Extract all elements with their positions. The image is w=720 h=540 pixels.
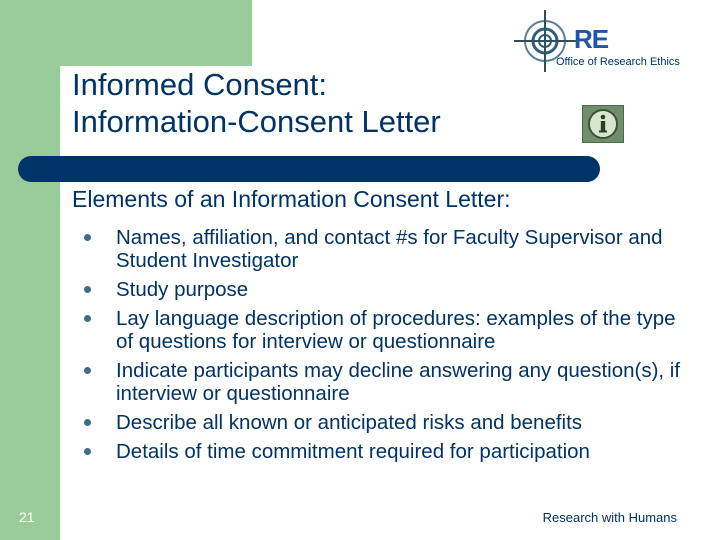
bullet-item: [84, 226, 694, 272]
logo-letters: RE: [574, 24, 609, 54]
bullet-text: Describe all known or anticipated risks and benefits: [116, 411, 583, 434]
bullet-icon: [84, 448, 91, 455]
page-number: 21: [19, 509, 35, 525]
section-heading: Elements of an Information Consent Letter:: [72, 186, 511, 212]
bullet-icon: [84, 419, 91, 426]
bullet-item: [84, 411, 694, 434]
bullet-icon: [84, 286, 91, 293]
bullet-list: [84, 226, 694, 469]
logo-caption: Office of Research Ethics: [556, 56, 680, 68]
bullet-text: Details of time commitment required for participation: [116, 440, 590, 463]
office-of-research-ethics-logo: [512, 8, 687, 74]
bullet-text: Names, affiliation, and contact #s for Faculty Supervisor and Student Investigator: [116, 226, 663, 272]
bullet-text: Lay language description of procedures: examples of the type of questions for interview or questionnaire: [116, 307, 676, 353]
slide-title-line-2: Information-Consent Letter: [72, 104, 441, 139]
footer-text: Research with Humans: [542, 510, 677, 525]
bullet-item: [84, 307, 694, 353]
info-icon[interactable]: [582, 105, 624, 143]
top-green-band: [60, 0, 252, 66]
bullet-item: [84, 359, 694, 405]
bullet-icon: [84, 315, 91, 322]
bullet-text: Study purpose: [116, 278, 249, 301]
slide-title: [72, 66, 441, 140]
bullet-item: [84, 440, 694, 463]
left-green-band: [0, 0, 60, 540]
bullet-icon: [84, 367, 91, 374]
bullet-item: [84, 278, 694, 301]
bullet-icon: [84, 234, 91, 241]
slide-title-line-1: Informed Consent:: [72, 67, 328, 102]
bullet-text: Indicate participants may decline answering any question(s), if interview or questionnaire: [116, 359, 681, 405]
title-divider-bar: [18, 156, 600, 182]
